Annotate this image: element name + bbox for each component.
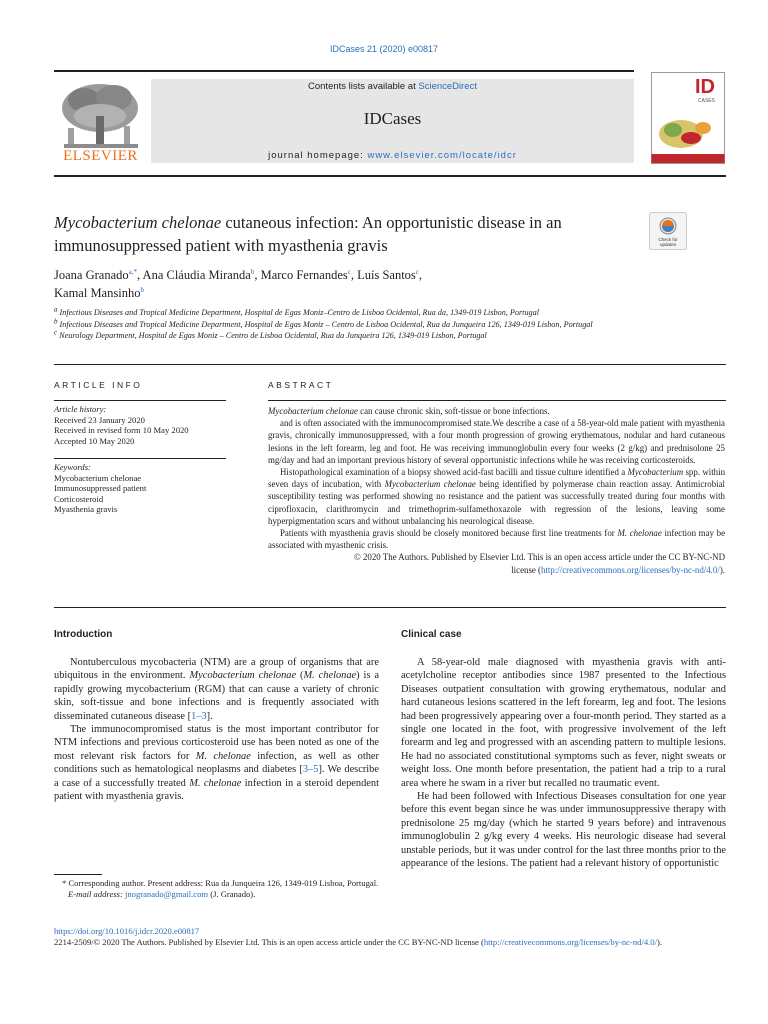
- author-name: Marco Fernandes: [260, 268, 348, 282]
- header-bottom-rule: [54, 175, 726, 177]
- author-sep: ,: [254, 268, 261, 282]
- author-4: [357, 268, 422, 282]
- footnote-rule: [54, 874, 102, 875]
- keyword: Myasthenia gravis: [54, 504, 118, 515]
- homepage-link[interactable]: www.elsevier.com/locate/idcr: [367, 150, 517, 161]
- text: Patients with myasthenia gravis should be closely monitored because first line treatments for: [280, 528, 618, 539]
- keyword: Immunosuppressed patient: [54, 483, 147, 494]
- case-p2: He had been followed with Infectious Diseases consultation for one year before this event began since he was under immunosuppressive therapy with prednisolone 25 mg/day (which he started 9 years before) and intravenous immunoglobulin 2 g/kg every 4 weeks. His neurologic disease had several unstable periods, but it was under control for the last three months prior to the appearance of the lesions. The patient had a relevant history of opportunistic: [401, 791, 726, 870]
- italic-term: Mycobacterium chelonae: [384, 479, 476, 490]
- license-link[interactable]: http://creativecommons.org/licenses/by-nc-nd/4.0/: [541, 564, 720, 575]
- author-name: Luís Santos: [357, 268, 416, 282]
- italic-term: Mycobacterium chelonae: [268, 406, 358, 416]
- text: infection in a steroid dependent patient with myasthenia gravis.: [54, 777, 379, 803]
- text: Nontuberculous mycobacteria (NTM) are a group of organisms that are ubiquitous in the environment.: [54, 657, 379, 682]
- text: The immunocompromised status is the most important contributor for NTM infections and previous corticosteroid use has been noted as one of the most relevant risk factors for: [54, 724, 379, 762]
- text: ).: [719, 564, 725, 575]
- affiliation-text: Infectious Diseases and Tropical Medicine Department, Hospital de Egas Moniz – Centro de Lisboa Ocidental, Rua da Junqueira 126, 1349-019 Lisbon, Portugal: [59, 319, 593, 329]
- author-2: [143, 268, 261, 282]
- affiliations: [54, 307, 634, 342]
- corresponding-author-note: * Corresponding author. Present address: Rua da Junqueira 126, 1349-019 Lisboa, Portugal.: [62, 878, 379, 888]
- abstract-heading: ABSTRACT: [268, 380, 334, 390]
- clinical-case-heading: Clinical case: [401, 629, 462, 640]
- intro-p1: [54, 656, 379, 723]
- author-sup[interactable]: b: [140, 285, 144, 294]
- article-info-heading: ARTICLE INFO: [54, 380, 143, 390]
- affiliation-key: b: [54, 316, 58, 325]
- text: ].: [206, 710, 213, 722]
- cover-title: ID: [695, 76, 715, 98]
- journal-banner: [151, 79, 634, 163]
- abstract-p1: [268, 405, 725, 417]
- email-link[interactable]: jnogranado@gmail.com: [124, 889, 209, 899]
- text: being identified by polymerase chain reaction assay. Antimicrobial susceptibility testing was performed showing no resistance and the patient was successfully treated during four months with ciprofloxacin, clarithromycin and trimethoprim-sulfamethoxazole with regression of the lesions, leaving some hyperpigmentation scars and without unbalancing his neurological disease.: [268, 479, 726, 526]
- text: spp. within seven days of incubation, with: [268, 467, 726, 490]
- introduction-heading: Introduction: [54, 629, 113, 640]
- doi-link[interactable]: https://doi.org/10.1016/j.idcr.2020.e00817: [54, 926, 200, 936]
- text: can cause chronic skin, soft-tissue or bone infections.: [357, 406, 550, 416]
- license-link[interactable]: http://creativecommons.org/licenses/by-nc-nd/4.0/: [483, 937, 657, 947]
- text: infection may be associated with myasthenic crisis.: [268, 528, 726, 551]
- journal-reference[interactable]: IDCases 21 (2020) e00817: [329, 44, 439, 54]
- keywords-label: Keywords:: [54, 462, 91, 472]
- author-3: [261, 268, 357, 282]
- abstract-p4: [268, 527, 725, 551]
- header-top-rule: [54, 70, 634, 72]
- italic-term: M. chelonae: [617, 528, 662, 539]
- homepage-label: journal homepage:: [268, 150, 368, 161]
- license-line: [54, 937, 734, 948]
- affiliation-a: [54, 307, 634, 319]
- abstract-copyright: [268, 551, 725, 575]
- text: (: [296, 670, 304, 682]
- abstract-rule: [268, 400, 726, 401]
- author-5: [54, 286, 144, 300]
- citation-link[interactable]: 3–5: [302, 764, 319, 776]
- check-updates-label: Check for updates: [658, 237, 678, 247]
- italic-term: M. chelonae: [303, 670, 357, 682]
- abstract-bottom-rule: [54, 607, 726, 608]
- elsevier-wordmark: ELSEVIER: [63, 148, 138, 164]
- check-for-updates-button[interactable]: [649, 212, 687, 250]
- affiliation-c: [54, 330, 634, 342]
- abstract-p2: and is often associated with the immunocompromised state.We describe a case of a 58-year-old male patient with myasthenia gravis, chronically immunosuppressed, with a four month progression of growing erythematous, nodular and hard cutaneous lesions in the left forearm, leg and foot. He was receiving immunoglobulin every four weeks (2 g/kg) and prednisolone 25 mg/day and had an important previous history of several opportunistic infections while he was receiving corticosteroids.: [268, 418, 725, 465]
- italic-term: Mycobacterium: [627, 467, 684, 478]
- title-italic: Mycobacterium chelonae: [54, 213, 222, 232]
- author-sep: ,: [418, 268, 423, 282]
- affiliation-key: a: [54, 305, 58, 314]
- history-revised: Received in revised form 10 May 2020: [54, 425, 189, 436]
- author-sep: ,: [136, 268, 143, 282]
- author-name: Joana Granado: [54, 268, 129, 282]
- text: ]. We describe a case of a successfully treated: [54, 764, 379, 789]
- contents-label: Contents lists available at: [308, 81, 419, 92]
- sciencedirect-link[interactable]: ScienceDirect: [418, 81, 477, 92]
- text: Histopathological examination of a biopsy showed acid-fast bacilli and tissue culture identified a: [280, 467, 628, 478]
- keyword: Mycobacterium chelonae: [54, 472, 142, 483]
- title-rest: cutaneous infection: An opportunistic disease in an immunosuppressed patient with myasthenia gravis: [54, 213, 562, 255]
- intro-p2: [54, 723, 379, 803]
- doi-block: [54, 926, 734, 948]
- info-top-rule: [54, 364, 726, 365]
- cover-subtitle: CASES: [698, 98, 715, 104]
- keyword: Corticosteroid: [54, 493, 104, 504]
- keywords-rule: [54, 458, 226, 459]
- italic-term: M. chelonae: [189, 777, 242, 789]
- journal-cover-thumbnail: [651, 72, 725, 164]
- journal-homepage: [151, 150, 634, 161]
- email-label: E-mail address:: [68, 889, 125, 899]
- text: (J. Granado).: [208, 889, 256, 899]
- author-1: [54, 268, 143, 282]
- article-info-rule: [54, 400, 226, 401]
- history-received: Received 23 January 2020: [54, 414, 145, 425]
- author-sup[interactable]: b: [250, 267, 255, 276]
- text: ).: [656, 937, 662, 947]
- abstract-body: [268, 405, 725, 576]
- case-p1: A 58-year-old male diagnosed with myasthenia gravis with anti-acetylcholine receptor antibodies since 1987 presented to the Infectious Diseases outpatient consultation with growing erythematous, nodular and hard cutaneous lesions scattered in the left forearm, leg and foot. The lesions had been progressively appearing over a four-month period. They started as a single one located in the foot, with progressive involvement of the left forearm and leg and progressed with an ascending pattern to multiple lesions. He had no associated constitutional symptoms such as fever, night sweats or weight loss. One month before presentation, the patient had a trip to a rural area where he swam in a river but recalled no traumatic event.: [401, 657, 726, 789]
- affiliation-text: Neurology Department, Hospital de Egas Moniz – Centro de Lisboa Ocidental, Rua da Junqueira 126, 1349-019 Lisbon, Portugal: [59, 331, 487, 340]
- copyright-text: © 2020 The Authors. Published by Elsevier Ltd. This is an open access article under the CC BY-NC-ND: [354, 552, 725, 563]
- italic-term: Mycobacterium chelonae: [189, 670, 297, 682]
- contents-line: [151, 81, 634, 92]
- abstract-p3: [268, 466, 725, 527]
- history-accepted: Accepted 10 May 2020: [54, 435, 135, 446]
- author-sep: ,: [350, 268, 358, 282]
- introduction-body: [54, 656, 379, 803]
- affiliation-text: Infectious Diseases and Tropical Medicine Department, Hospital de Egas Moniz–Centro de Lisboa Ocidental, Rua da, 1349-019 Lisbon, Portugal: [59, 308, 540, 317]
- article-history: [54, 404, 226, 446]
- author-list: [54, 266, 614, 302]
- history-label: Article history:: [54, 404, 107, 414]
- text: 2214-2509/© 2020 The Authors. Published by Elsevier Ltd. This is an open access article under the CC BY-NC-ND license (: [54, 937, 484, 947]
- citation-link[interactable]: 1–3: [191, 710, 207, 722]
- italic-term: M. chelonae: [195, 750, 251, 762]
- author-sup[interactable]: a,*: [128, 267, 137, 276]
- author-sup[interactable]: c: [347, 267, 351, 276]
- elsevier-logo: [54, 78, 147, 165]
- journal-name: IDCases: [363, 109, 422, 128]
- affiliation-b: [54, 316, 634, 331]
- author-sup[interactable]: c: [415, 267, 419, 276]
- affiliation-key: c: [54, 328, 58, 337]
- author-name: Ana Cláudia Miranda: [142, 268, 251, 282]
- text: license (: [511, 564, 542, 575]
- clinical-case-body: [401, 656, 726, 871]
- text: infection, as well as other conditions such as hematological neoplasms and diabetes [: [54, 750, 379, 776]
- keywords: [54, 462, 226, 515]
- author-name: Kamal Mansinho: [54, 286, 141, 300]
- article-title: [54, 211, 644, 257]
- text: ) is a rapidly growing mycobacterium (RGM) that can cause a variety of chronic skin, soft-tissue and bone infections and is frequently associated with disseminated cutaneous disease [: [54, 670, 380, 722]
- email-line: [54, 889, 384, 900]
- footnote: [54, 878, 384, 900]
